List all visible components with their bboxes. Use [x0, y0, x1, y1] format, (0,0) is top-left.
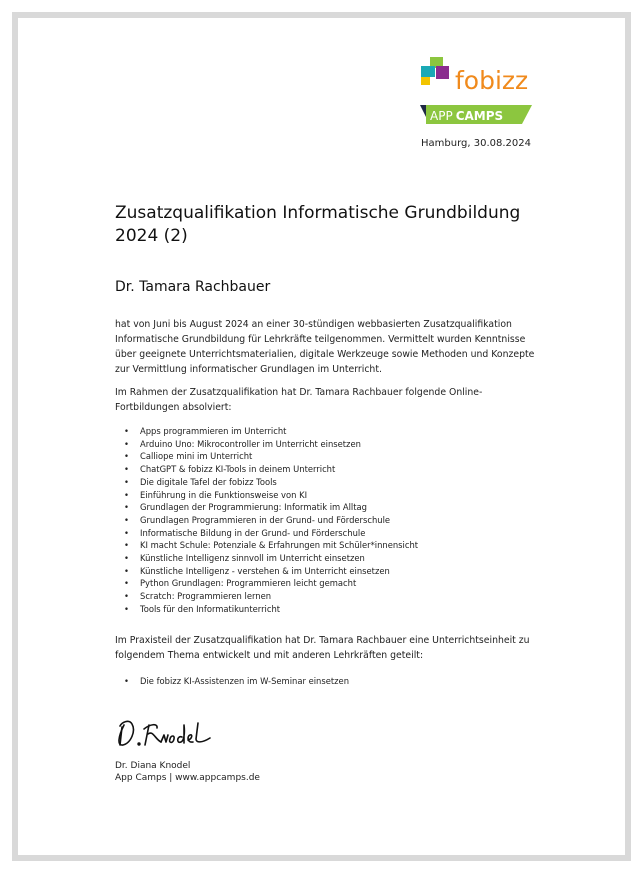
- logo-square-purple: [436, 66, 449, 79]
- fobizz-wordmark: fobizz: [455, 66, 529, 95]
- list-item: • Die fobizz KI-Assistenzen im W-Seminar einsetzen: [115, 675, 349, 688]
- handwritten-signature: [114, 715, 214, 751]
- signer-name: Dr. Diana Knodel: [115, 761, 191, 771]
- recipient-name: Dr. Tamara Rachbauer: [115, 279, 271, 295]
- practice-paragraph: Im Praxisteil der Zusatzqualifikation hat Dr. Tamara Rachbauer eine Unterrichtseinheit zu folgendem Thema entwickelt und mit anderen Lehrkräften geteilt:: [115, 635, 530, 661]
- list-item: • Apps programmieren im Unterricht: [115, 425, 418, 438]
- signer-block: [115, 760, 260, 784]
- course-list: [115, 425, 418, 616]
- list-item: • Die digitale Tafel der fobizz Tools: [115, 476, 418, 489]
- logo-square-teal: [421, 66, 435, 77]
- list-item: • Künstliche Intelligenz sinnvoll im Unterricht einsetzen: [115, 552, 418, 565]
- list-item: • Grundlagen Programmieren in der Grund- und Förderschule: [115, 514, 418, 527]
- list-item: • ChatGPT & fobizz KI-Tools in deinem Unterricht: [115, 463, 418, 476]
- logo-square-yellow: [421, 77, 430, 85]
- courses-intro-paragraph: Im Rahmen der Zusatzqualifikation hat Dr. Tamara Rachbauer folgende Online-Fortbildungen absolviert:: [115, 387, 483, 413]
- list-item: • Tools für den Informatikunterricht: [115, 603, 418, 616]
- list-item: • Grundlagen der Programmierung: Informatik im Alltag: [115, 501, 418, 514]
- list-item: • Python Grundlagen: Programmieren leicht gemacht: [115, 577, 418, 590]
- practice-list: [115, 675, 349, 688]
- issue-date: Hamburg, 30.08.2024: [421, 138, 531, 149]
- signer-organization: App Camps | www.appcamps.de: [115, 773, 260, 783]
- participation-paragraph: hat von Juni bis August 2024 an einer 30-stündigen webbasierten Zusatzqualifikation Informatische Grundbildung für Lehrkräfte teilgenommen. Vermittelt wurden Kenntnisse über geeignete Unterrichtsmaterialien, digitale Werkzeuge sowie Methoden und Konzepte zur Vermittlung informatischer Grundlagen im Unterricht.: [115, 319, 535, 375]
- list-item: • Künstliche Intelligenz - verstehen & im Unterricht einsetzen: [115, 565, 418, 578]
- list-item: • Arduino Uno: Mikrocontroller im Unterricht einsetzen: [115, 438, 418, 451]
- list-item: • Informatische Bildung in der Grund- und Förderschule: [115, 527, 418, 540]
- certificate-title: Zusatzqualifikation Informatische Grundbildung 2024 (2): [115, 203, 521, 246]
- appcamps-wordmark: APP CAMPS: [430, 109, 504, 123]
- list-item: • KI macht Schule: Potenziale & Erfahrungen mit Schüler*innensicht: [115, 539, 418, 552]
- list-item: • Einführung in die Funktionsweise von KI: [115, 489, 418, 502]
- list-item: • Calliope mini im Unterricht: [115, 450, 418, 463]
- fobizz-appcamps-logo: [418, 55, 532, 127]
- list-item: • Scratch: Programmieren lernen: [115, 590, 418, 603]
